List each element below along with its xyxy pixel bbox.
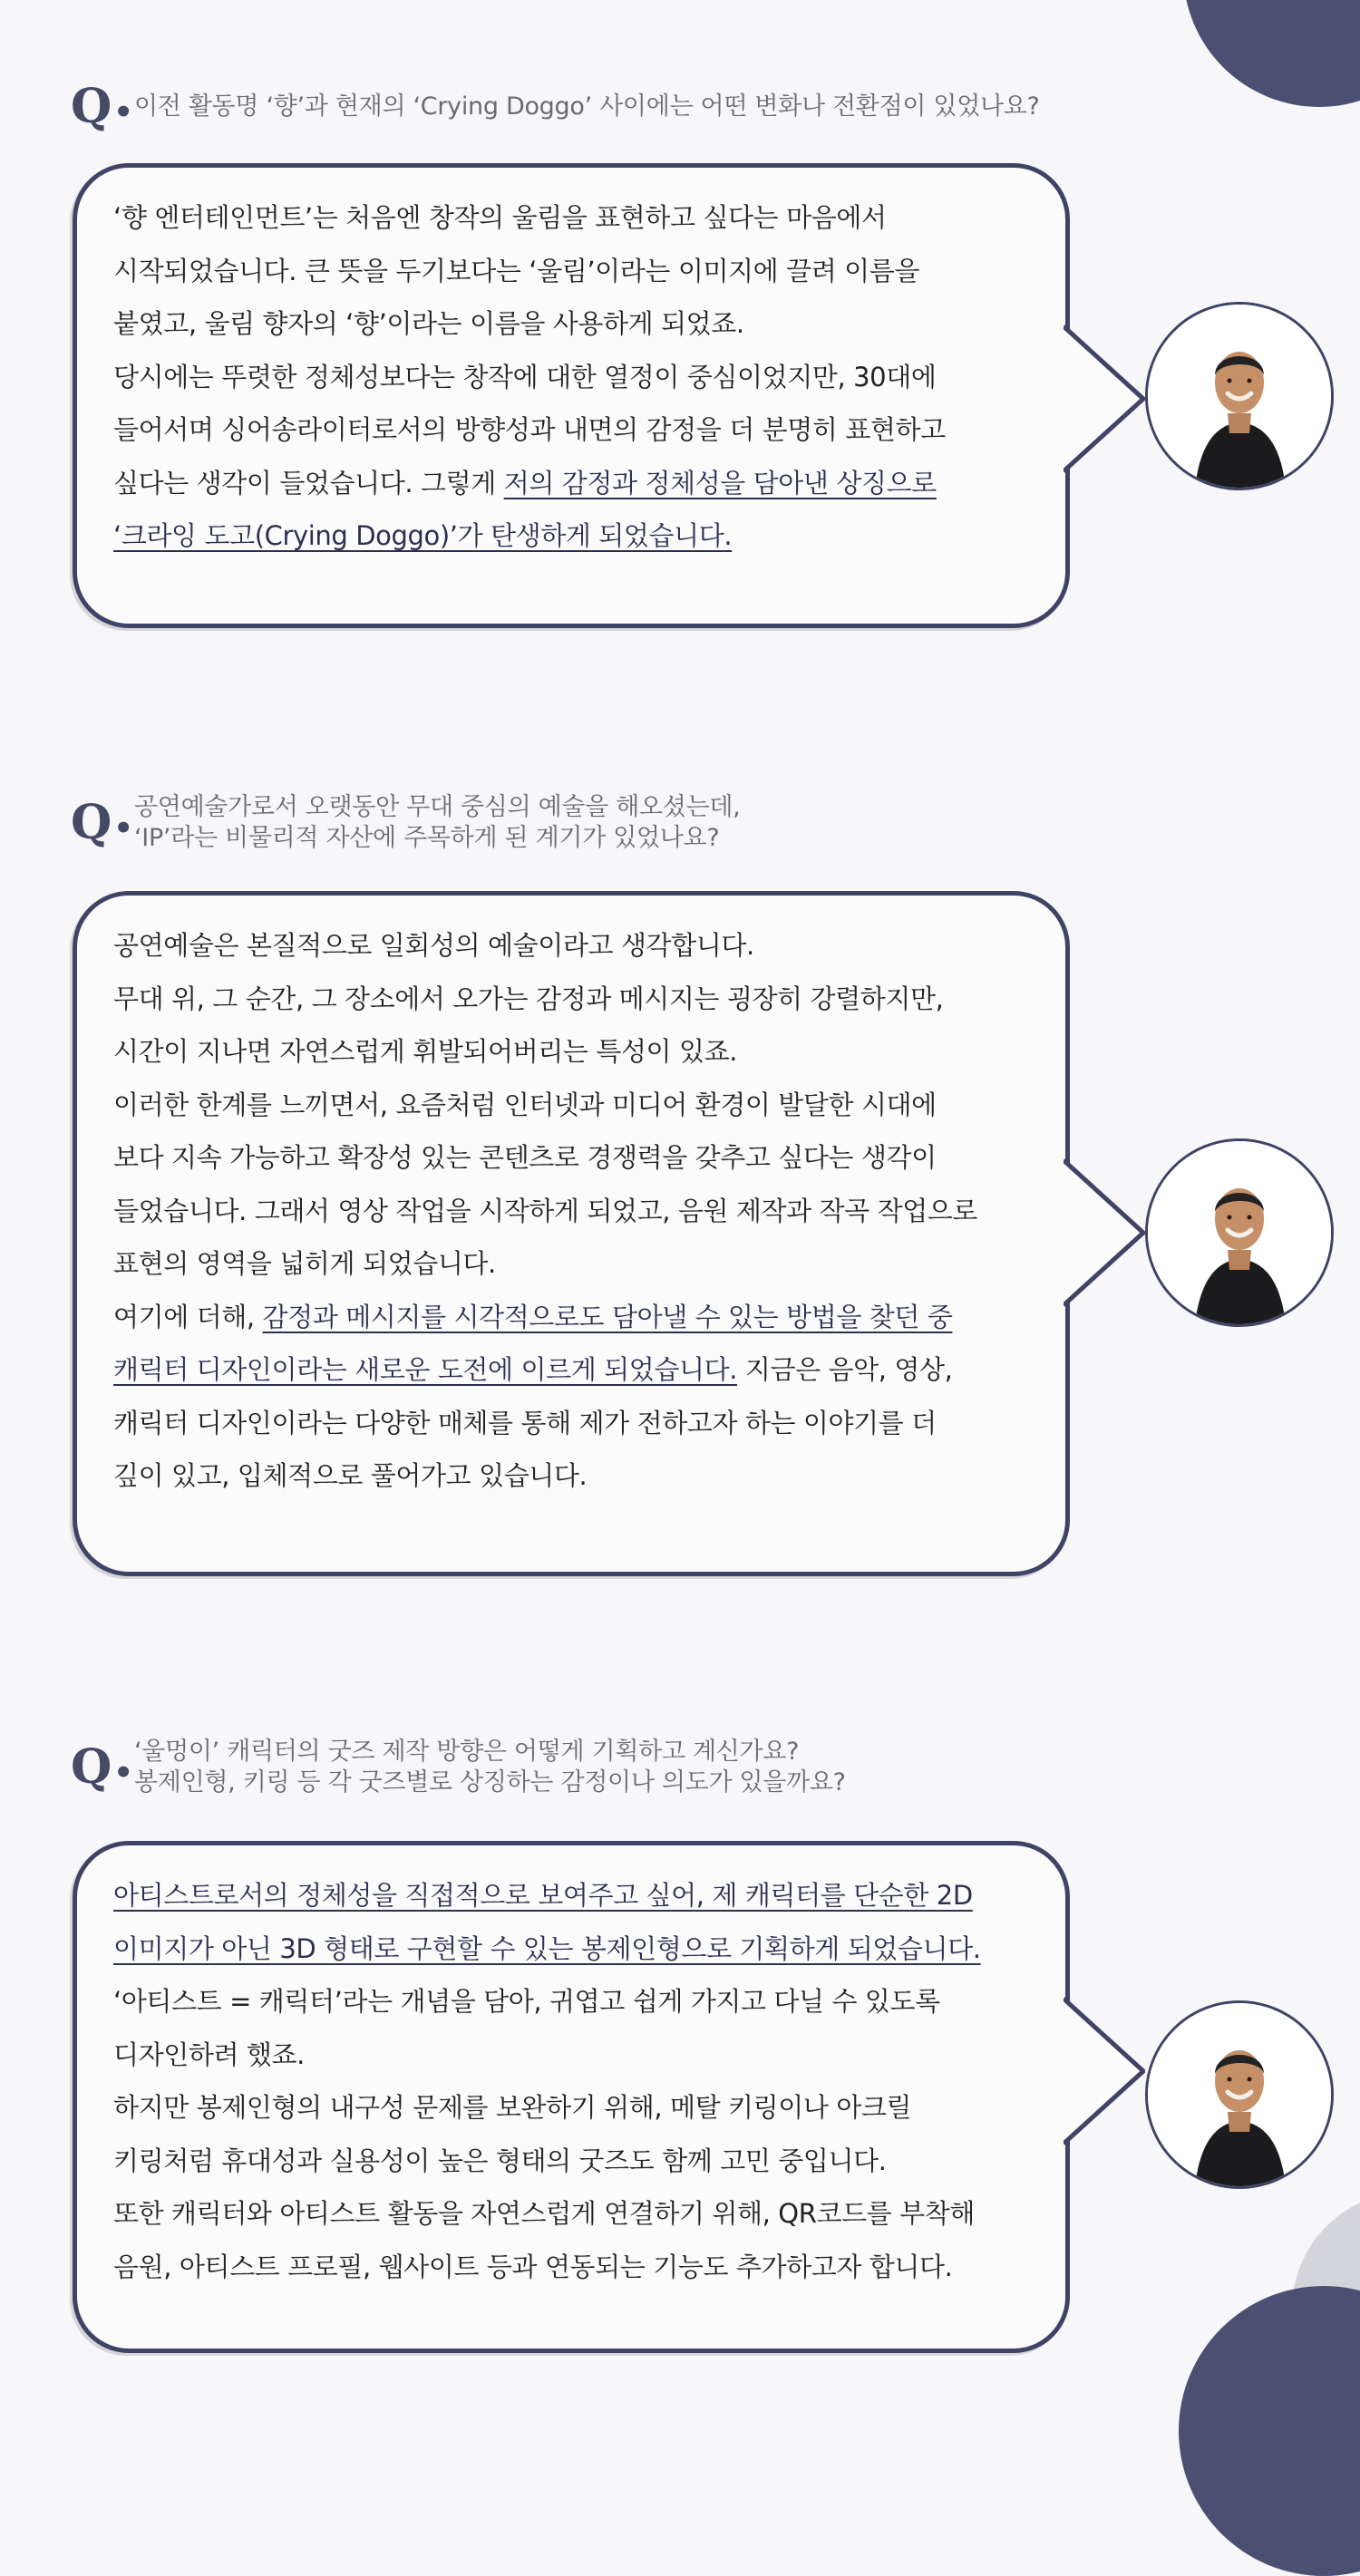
answer-line <box>113 1397 1007 1450</box>
question-line: ‘울멍이’ 캐릭터의 굿즈 제작 방향은 어떻게 기획하고 계신가요? <box>134 1738 800 1766</box>
answer-bubble-1 <box>73 163 1070 628</box>
person-portrait-photo <box>1148 1141 1331 1324</box>
answer-text-segment: 캐릭터 디자인이라는 다양한 매체를 통해 제가 전하고자 하는 이야기를 더 <box>113 1407 937 1438</box>
answer-line <box>113 919 1007 973</box>
decorative-circle-top <box>1183 0 1360 107</box>
answer-line <box>113 297 1007 351</box>
speech-bubble-tail <box>1064 1994 1145 2148</box>
answer-line <box>113 1079 1007 1132</box>
question-line: ‘IP’라는 비물리적 자산에 주목하게 된 계기가 있었나요? <box>134 824 720 852</box>
question-3 <box>71 1737 846 1798</box>
answer-line <box>113 2187 1007 2241</box>
answer-line <box>113 2029 1007 2082</box>
answer-text-segment: 시작되었습니다. 큰 뜻을 두기보다는 ‘울림’이라는 이미지에 끌려 이름을 <box>113 255 919 286</box>
question-2 <box>71 792 740 854</box>
answer-line <box>113 1343 1007 1397</box>
answer-line <box>113 1922 1007 1976</box>
answer-line <box>113 2135 1007 2188</box>
question-mark: Q• <box>71 795 134 850</box>
answer-text-segment: 당시에는 뚜렷한 정체성보다는 창작에 대한 열정이 중심이었지만, 30대에 <box>113 361 937 392</box>
answer-line <box>113 1869 1007 1922</box>
answer-line <box>113 351 1007 404</box>
question-text <box>134 1737 846 1798</box>
underlined-text: 이미지가 아닌 3D 형태로 구현할 수 있는 봉제인형으로 기획하게 되었습니다. <box>113 1932 981 1964</box>
answer-line <box>113 1975 1007 2029</box>
question-1 <box>71 79 1040 134</box>
answer-line <box>113 1237 1007 1291</box>
avatar <box>1145 2000 1334 2189</box>
question-mark: Q• <box>71 1739 134 1795</box>
answer-line <box>113 2241 1007 2294</box>
answer-text-segment: ‘향 엔터테인먼트’는 처음엔 창작의 울림을 표현하고 싶다는 마음에서 <box>113 202 887 233</box>
question-text <box>134 92 1040 122</box>
answer-text-segment: 무대 위, 그 순간, 그 장소에서 오가는 감정과 메시지는 굉장히 강렬하지만, <box>113 983 944 1014</box>
person-portrait-photo <box>1148 305 1331 488</box>
answer-line <box>113 191 1007 245</box>
question-line: 공연예술가로서 오랫동안 무대 중심의 예술을 해오셨는데, <box>134 793 741 821</box>
underlined-text: 아티스트로서의 정체성을 직접적으로 보여주고 싶어, 제 캐릭터를 단순한 2D <box>113 1880 973 1911</box>
answer-line <box>113 973 1007 1026</box>
answer-text-segment: 깊이 있고, 입체적으로 풀어가고 있습니다. <box>113 1460 588 1491</box>
answer-text-segment: 이러한 한계를 느끼면서, 요즘처럼 인터넷과 미디어 환경이 발달한 시대에 <box>113 1089 937 1120</box>
answer-line <box>113 1291 1007 1344</box>
answer-line <box>113 1185 1007 1238</box>
question-line: 이전 활동명 ‘향’과 현재의 ‘Crying Doggo’ 사이에는 어떤 변화나 전환점이 있었나요? <box>134 92 1040 121</box>
question-line: 봉제인형, 키링 등 각 굿즈별로 상징하는 감정이나 의도가 있을까요? <box>134 1768 846 1796</box>
answer-line <box>113 1131 1007 1185</box>
answer-text <box>113 1869 1007 2293</box>
answer-text-segment: 지금은 음악, 영상, <box>737 1354 953 1385</box>
speech-bubble-tail <box>1064 1156 1145 1310</box>
answer-text-segment: 들었습니다. 그래서 영상 작업을 시작하게 되었고, 음원 제작과 작곡 작업으로 <box>113 1195 978 1226</box>
avatar <box>1145 1138 1334 1327</box>
answer-line <box>113 245 1007 298</box>
answer-text-segment: ‘아티스트 = 캐릭터’라는 개념을 담아, 귀엽고 쉽게 가지고 다닐 수 있도록 <box>113 1986 940 2017</box>
answer-text <box>113 919 1007 1503</box>
answer-text-segment: 또한 캐릭터와 아티스트 활동을 자연스럽게 연결하기 위해, QR코드를 부착해 <box>113 2198 975 2229</box>
answer-text-segment: 키링처럼 휴대성과 실용성이 높은 형태의 굿즈도 함께 고민 중입니다. <box>113 2145 887 2176</box>
underlined-text: 캐릭터 디자인이라는 새로운 도전에 이르게 되었습니다. <box>113 1354 738 1385</box>
answer-line <box>113 509 1007 563</box>
answer-line <box>113 1025 1007 1079</box>
person-portrait-photo <box>1148 2003 1331 2186</box>
answer-text-segment: 들어서며 싱어송라이터로서의 방향성과 내면의 감정을 더 분명히 표현하고 <box>113 414 946 445</box>
speech-bubble-tail <box>1064 322 1145 476</box>
answer-text-segment: 여기에 더해, <box>113 1301 263 1332</box>
answer-line <box>113 457 1007 510</box>
answer-text-segment: 보다 지속 가능하고 확장성 있는 콘텐츠로 경쟁력을 갖추고 싶다는 생각이 <box>113 1142 937 1173</box>
answer-text-segment: 싶다는 생각이 들었습니다. 그렇게 <box>113 467 504 499</box>
answer-line <box>113 403 1007 457</box>
decorative-circle-bottom <box>1179 2286 1360 2576</box>
answer-text-segment: 공연예술은 본질적으로 일회성의 예술이라고 생각합니다. <box>113 930 754 961</box>
avatar <box>1145 302 1334 490</box>
answer-bubble-3 <box>73 1841 1070 2353</box>
answer-text-segment: 시간이 지나면 자연스럽게 휘발되어버리는 특성이 있죠. <box>113 1036 738 1067</box>
underlined-text: 저의 감정과 정체성을 담아낸 상징으로 <box>503 467 937 499</box>
answer-text <box>113 191 1007 563</box>
underlined-text: 감정과 메시지를 시각적으로도 담아낼 수 있는 방법을 찾던 중 <box>262 1301 953 1332</box>
question-text <box>134 792 740 854</box>
answer-text-segment: 음원, 아티스트 프로필, 웹사이트 등과 연동되는 기능도 추가하고자 합니다. <box>113 2251 953 2282</box>
answer-text-segment: 표현의 영역을 넓히게 되었습니다. <box>113 1248 496 1279</box>
answer-text-segment: 붙였고, 울림 향자의 ‘향’이라는 이름을 사용하게 되었죠. <box>113 308 744 339</box>
answer-text-segment: 디자인하려 했죠. <box>113 2039 305 2070</box>
answer-line <box>113 2081 1007 2135</box>
underlined-text: ‘크라잉 도고(Crying Doggo)’가 탄생하게 되었습니다. <box>113 520 733 551</box>
question-mark: Q• <box>71 79 134 134</box>
answer-line <box>113 1449 1007 1503</box>
answer-bubble-2 <box>73 891 1070 1576</box>
answer-text-segment: 하지만 봉제인형의 내구성 문제를 보완하기 위해, 메탈 키링이나 아크릴 <box>113 2092 912 2123</box>
